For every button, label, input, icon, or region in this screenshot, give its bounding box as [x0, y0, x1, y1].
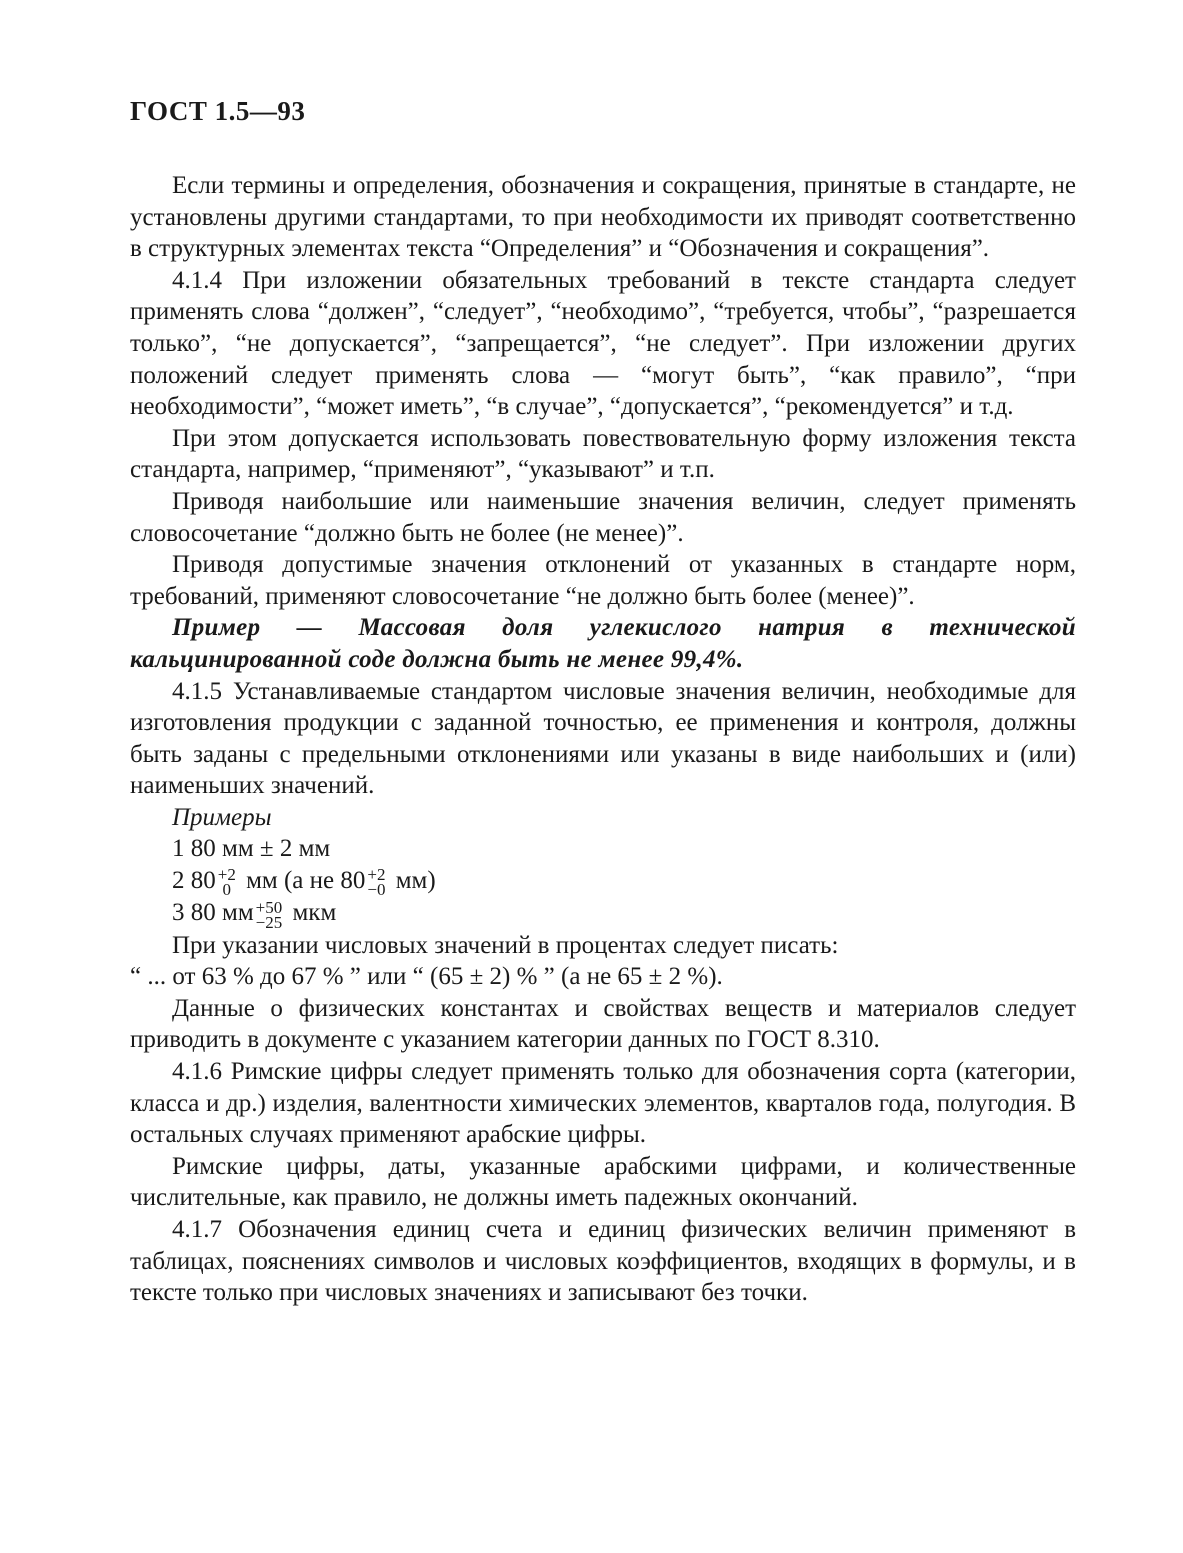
paragraph-roman-numerals: Римские цифры, даты, указанные арабскими цифрами, и количественные числительные, как правило, не должны иметь падежных окончаний.: [130, 1152, 1076, 1212]
paragraph-4-1-5: 4.1.5 Устанавливаемые стандартом числовые значения величин, необходимые для изготовления продукции с заданной точностью, ее применения и контроля, должны быть заданы с предельными отклонениями или указаны в виде наибольших и (или) наименьших значений.: [130, 677, 1076, 800]
paragraph-definitions: Если термины и определения, обозначения и сокращения, принятые в стандарте, не установлены другими стандартами, то при необходимости их приводят соответственно в структурных элементах текста “Определения” и “Обозначения и сокращения”.: [130, 172, 1076, 263]
example-3-unit: мкм: [286, 899, 337, 927]
example-2-value: 2 80: [172, 867, 216, 895]
example-line-2: [130, 865, 1076, 900]
example-2-tolerance: [217, 865, 236, 900]
page-header: ГОСТ 1.5—93: [130, 96, 306, 126]
example-2-wrong-lower: −0: [367, 880, 386, 900]
example-3-lower: −25: [255, 912, 283, 932]
example-3-tolerance: [255, 897, 283, 932]
example-2-unit: мм): [389, 867, 436, 895]
example-2-wrong-upper: +2: [367, 865, 386, 885]
document-body: [130, 170, 1076, 1309]
example-2-text: мм (а не 80: [239, 867, 366, 895]
paragraph-deviations: Приводя допустимые значения отклонений от указанных в стандарте норм, требований, применяют словосочетание “не должно быть более (менее)”.: [130, 551, 1076, 610]
example-2-upper: +2: [217, 865, 236, 885]
paragraph-percent-rule: При указании числовых значений в процентах следует писать:: [172, 931, 839, 959]
example-3-upper: +50: [255, 897, 283, 917]
example-3-value: 3 80 мм: [172, 899, 254, 927]
example-sodium-carbonate: Пример — Массовая доля углекислого натрия в технической кальцинированной соде должна быть не менее 99,4%.: [130, 614, 1076, 673]
paragraph-percent-example: “ ... от 63 % до 67 % ” или “ (65 ± 2) % ” (а не 65 ± 2 %).: [130, 963, 723, 991]
examples-title: Примеры: [172, 803, 272, 831]
paragraph-max-min-values: Приводя наибольшие или наименьшие значения величин, следует применять словосочетание “должно быть не более (не менее)”.: [130, 487, 1076, 547]
example-line-1: 1 80 мм ± 2 мм: [172, 835, 331, 863]
paragraph-physical-constants: Данные о физических константах и свойствах веществ и материалов следует приводить в документе с указанием категории данных по ГОСТ 8.310.: [130, 994, 1076, 1054]
paragraph-4-1-7: 4.1.7 Обозначения единиц счета и единиц физических величин применяют в таблицах, пояснениях символов и числовых коэффициентов, входящих в формулы, и в тексте только при числовых значениях и записывают без точки.: [130, 1215, 1076, 1307]
example-line-3: [130, 897, 1076, 932]
example-2-wrong-tolerance: [367, 865, 386, 900]
example-2-lower: 0: [222, 880, 232, 900]
paragraph-narrative-form: При этом допускается использовать повествовательную форму изложения текста стандарта, например, “применяют”, “указывают” и т.п.: [130, 424, 1076, 484]
paragraph-4-1-6: 4.1.6 Римские цифры следует применять только для обозначения сорта (категории, класса и др.) изделия, валентности химических элементов, кварталов года, полугодия. В остальных случаях применяют арабские цифры.: [130, 1057, 1076, 1149]
paragraph-4-1-4: 4.1.4 При изложении обязательных требований в тексте стандарта следует применять слова “должен”, “следует”, “необходимо”, “требуется, чтобы”, “разрешается только”, “не допускается”, “запрещается”, “не следует”. При изложении других положений следует применять слова — “могут быть”, “как правило”, “при необходимости”, “может иметь”, “в случае”, “допускается”, “рекомендуется” и т.д.: [130, 266, 1076, 421]
